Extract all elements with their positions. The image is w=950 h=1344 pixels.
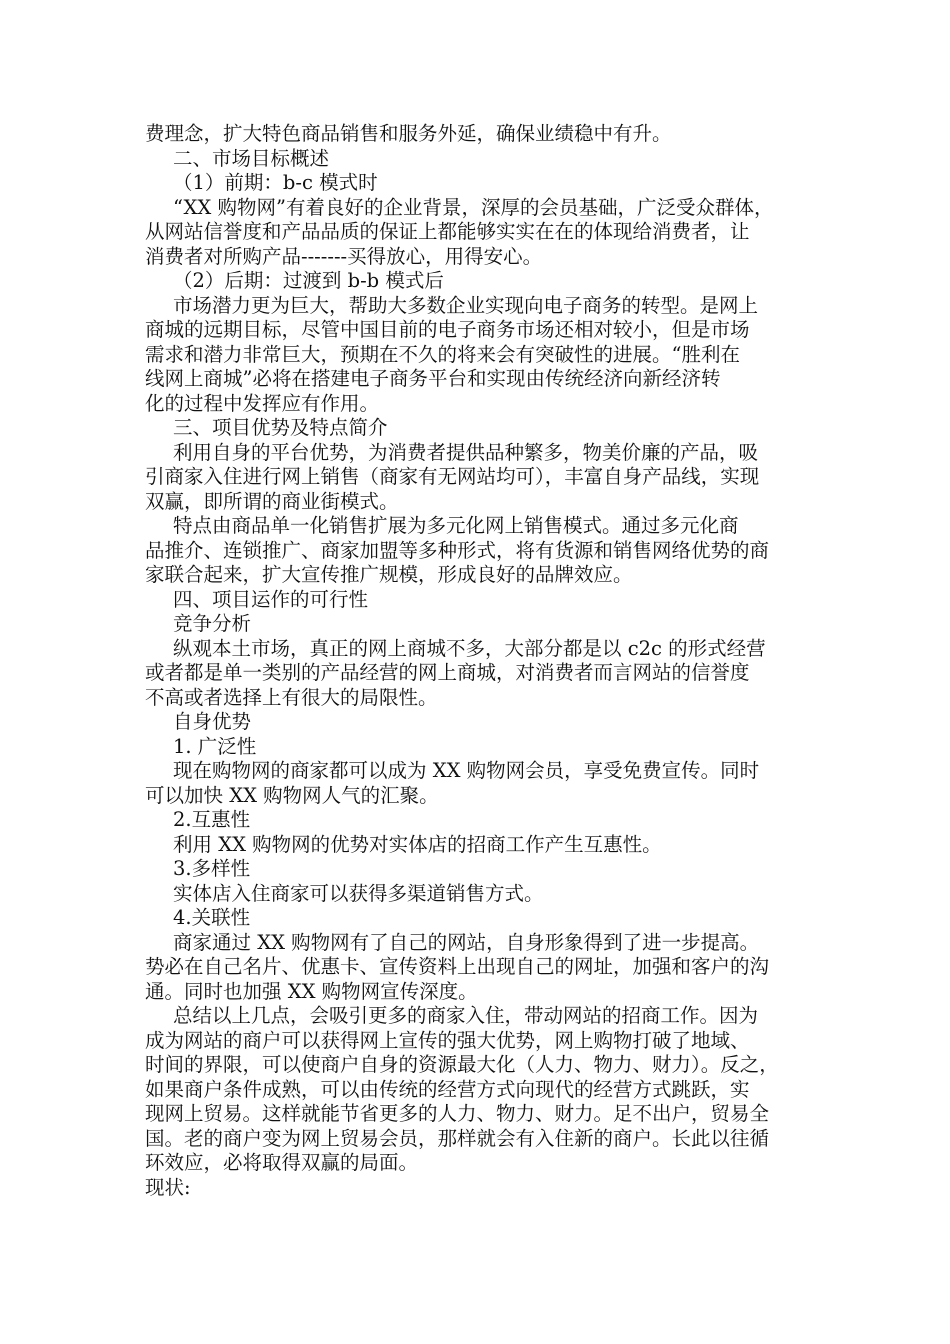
text-line: 可以加快 XX 购物网人气的汇聚。 xyxy=(145,783,439,807)
text-line: 现在购物网的商家都可以成为 XX 购物网会员，享受免费宣传。同时 xyxy=(173,759,760,782)
text-line: 环效应，必将取得双赢的局面。 xyxy=(145,1151,419,1174)
text-line: 自身优势 xyxy=(173,710,252,733)
text-line: 总结以上几点，会吸引更多的商家入住，带动网站的招商工作。因为 xyxy=(173,1004,759,1027)
text-line: （2）后期：过渡到 b-b 模式后 xyxy=(173,269,444,292)
text-line: 从网站信誉度和产品品质的保证上都能够实实在在的体现给消费者，让 xyxy=(145,220,750,243)
text-line: 利用 XX 购物网的优势对实体店的招商工作产生互惠性。 xyxy=(173,832,662,856)
text-line: 费理念，扩大特色商品销售和服务外延，确保业绩稳中有升。 xyxy=(145,122,672,145)
text-line: 4.关联性 xyxy=(173,906,251,929)
text-line: 竞争分析 xyxy=(173,612,252,635)
text-line: 通。同时也加强 XX 购物网宣传深度。 xyxy=(145,979,478,1003)
text-line: 如果商户条件成熟，可以由传统的经营方式向现代的经营方式跳跃，实 xyxy=(145,1077,750,1101)
text-line: 需求和潜力非常巨大，预期在不久的将来会有突破性的进展。“胜利在 xyxy=(145,342,740,366)
text-line: 家联合起来，扩大宣传推广规模，形成良好的品牌效应。 xyxy=(145,563,633,586)
text-line: 2.互惠性 xyxy=(173,808,251,831)
text-line: 线网上商城”必将在搭建电子商务平台和实现由传统经济向新经济转 xyxy=(145,367,721,390)
text-line: 三、项目优势及特点简介 xyxy=(173,416,388,439)
text-line: 商家通过 XX 购物网有了自己的网站，自身形象得到了进一步提高。 xyxy=(173,930,760,954)
text-line: 特点由商品单一化销售扩展为多元化网上销售模式。通过多元化商 xyxy=(173,514,739,537)
text-line: 现网上贸易。这样就能节省更多的人力、物力、财力。足不出户，贸易全 xyxy=(145,1102,770,1125)
text-line: 品推介、连锁推广、商家加盟等多种形式，将有货源和销售网络优势的商 xyxy=(145,538,770,562)
text-line: 时间的界限，可以使商户自身的资源最大化（人力、物力、财力）。反之， xyxy=(145,1053,779,1076)
text-line: “XX 购物网”有着良好的企业背景，深厚的会员基础，广泛受众群体， xyxy=(173,195,774,219)
text-line: 国。老的商户变为网上贸易会员，那样就会有入住新的商户。长此以往循 xyxy=(145,1126,770,1150)
document-body xyxy=(145,122,810,1200)
text-line: 实体店入住商家可以获得多渠道销售方式。 xyxy=(173,881,544,905)
text-line: 或者都是单一类别的产品经营的网上商城，对消费者而言网站的信誉度 xyxy=(145,661,750,684)
text-line: 双赢，即所谓的商业街模式。 xyxy=(145,489,399,513)
text-line: 商城的远期目标，尽管中国目前的电子商务市场还相对较小，但是市场 xyxy=(145,318,750,341)
text-line: 1. 广泛性 xyxy=(173,734,257,758)
text-line: 四、项目运作的可行性 xyxy=(173,587,369,611)
text-line: 市场潜力更为巨大，帮助大多数企业实现向电子商务的转型。是网上 xyxy=(173,293,759,317)
text-line: 现状: xyxy=(145,1175,191,1199)
text-line: 消费者对所购产品-------买得放心，用得安心。 xyxy=(145,244,543,268)
document-page xyxy=(145,122,810,1200)
text-line: 利用自身的平台优势，为消费者提供品种繁多，物美价廉的产品，吸 xyxy=(173,440,759,464)
text-line: 引商家入住进行网上销售（商家有无网站均可），丰富自身产品线，实现 xyxy=(145,465,760,488)
text-line: 成为网站的商户可以获得网上宣传的强大优势，网上购物打破了地域、 xyxy=(145,1028,750,1052)
text-line: 纵观本土市场，真正的网上商城不多，大部分都是以 c2c 的形式经营 xyxy=(173,636,766,660)
text-line: 势必在自己名片、优惠卡、宣传资料上出现自己的网址，加强和客户的沟 xyxy=(145,955,770,978)
text-line: 3.多样性 xyxy=(173,857,251,880)
text-line: 化的过程中发挥应有作用。 xyxy=(145,391,380,415)
text-line: （1）前期：b-c 模式时 xyxy=(173,171,378,194)
text-line: 不高或者选择上有很大的局限性。 xyxy=(145,685,438,709)
text-line: 二、市场目标概述 xyxy=(173,146,330,170)
